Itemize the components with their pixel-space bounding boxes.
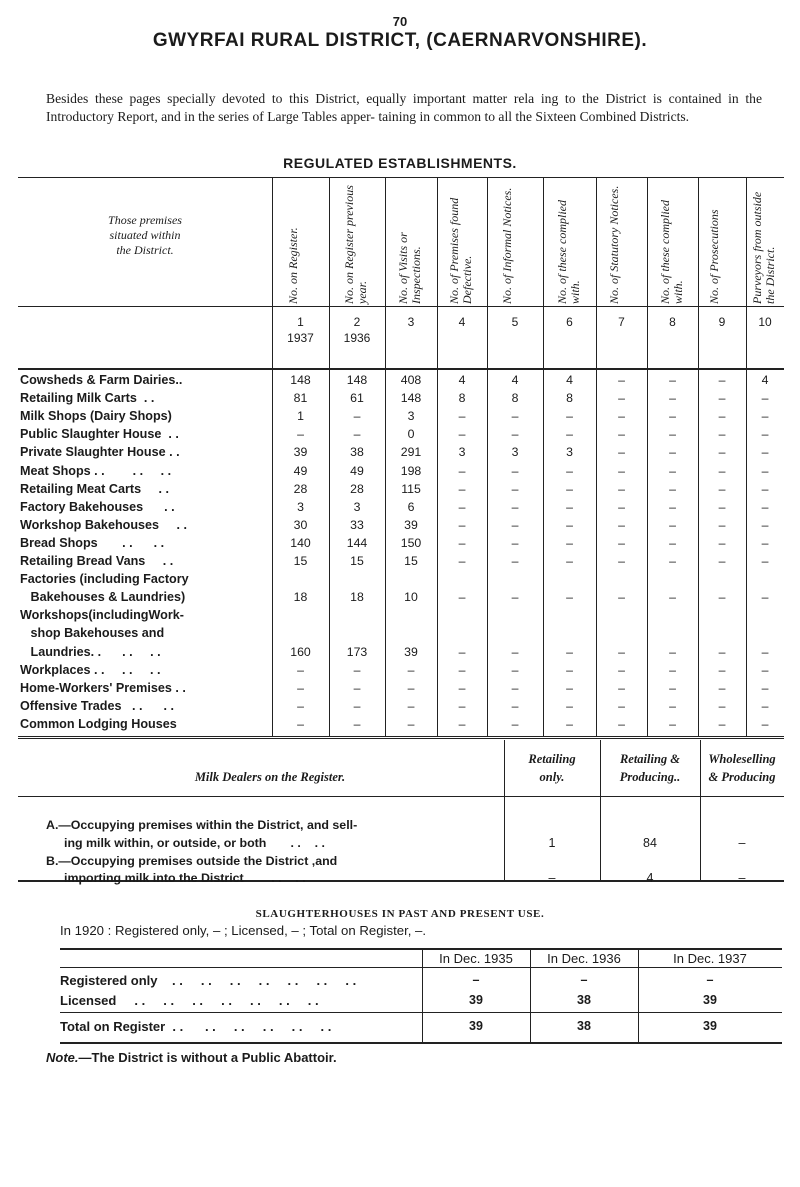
table-cell: – [718, 698, 726, 713]
table-cell: – [618, 554, 625, 568]
milk-row-label: B.—Occupying premises outside the District ,and [46, 854, 338, 868]
milk-column-heading: Producing.. [619, 770, 681, 784]
table-cell: 39 [404, 644, 418, 659]
column-heading: No. of Informal Notices. [500, 187, 514, 304]
table-cell: – [566, 662, 573, 677]
table-cell: – [669, 535, 676, 550]
slaughter-column-heading: In Dec. 1936 [547, 951, 621, 966]
column-divider [543, 370, 544, 736]
table-row-label: Retailing Bread Vans . . [20, 554, 174, 568]
table-row-label: Common Lodging Houses [20, 716, 177, 731]
row-header-line-2: situated within [109, 228, 181, 242]
slaughter-column-heading: In Dec. 1935 [439, 951, 513, 966]
column-divider [385, 370, 386, 736]
table-cell: – [458, 590, 466, 605]
table-cell: – [618, 463, 625, 478]
milk-cell: 84 [643, 836, 657, 850]
column-number: 3 [407, 315, 415, 329]
table-row-label: Private Slaughter House . . [20, 445, 180, 460]
table-cell: – [618, 427, 625, 442]
column-heading: No. of Premises found Defective. [447, 197, 474, 304]
column-number: 7 [618, 315, 625, 329]
table-cell: – [669, 463, 676, 478]
column-divider [437, 177, 438, 368]
table-row-label: Milk Shops (Dairy Shops) [20, 409, 172, 424]
slaughter-cell: 38 [577, 993, 591, 1007]
table-cell: – [566, 554, 573, 568]
table-cell: – [618, 373, 625, 387]
table-cell: – [761, 698, 769, 713]
table-cell: – [407, 662, 415, 677]
milk-column-heading: Wholeselling [708, 752, 776, 766]
column-heading: No. of these complied with. [554, 200, 582, 304]
table-cell: – [566, 698, 573, 713]
row-header-line-1: Those premises [108, 213, 182, 227]
table-cell: – [761, 391, 769, 406]
table-cell: – [718, 535, 726, 550]
table-cell: – [566, 644, 573, 659]
table-cell: – [407, 698, 415, 713]
table-cell: – [761, 463, 769, 478]
milk-cell: – [738, 871, 746, 885]
table-cell: – [761, 445, 769, 460]
milk-cell: 1 [548, 836, 556, 850]
column-number: 6 [566, 315, 573, 329]
note-text: —The District is without a Public Abattoir. [78, 1050, 337, 1065]
column-divider [647, 177, 648, 368]
table-cell: – [718, 409, 726, 424]
column-divider [596, 177, 597, 368]
table-cell: – [458, 554, 466, 568]
table-cell: 6 [407, 499, 415, 514]
table-cell: – [669, 499, 676, 514]
slaughter-column-heading: In Dec. 1937 [673, 951, 747, 966]
column-year: 1937 [287, 331, 314, 345]
table-cell: – [566, 535, 573, 550]
table-cell: 408 [400, 373, 422, 387]
column-divider [647, 370, 648, 736]
table-cell: – [566, 481, 573, 496]
table-cell: – [718, 427, 726, 442]
table-cell: – [297, 662, 304, 677]
table-row-label: Meat Shops . . . . . . [20, 463, 172, 478]
table-cell: 39 [404, 517, 418, 532]
table-cell: – [718, 463, 726, 478]
table-cell: – [407, 716, 415, 731]
table-row-label: shop Bakehouses and [20, 626, 165, 641]
table-cell: – [718, 680, 726, 695]
table-cell: – [566, 716, 573, 731]
column-heading: No. on Register. [285, 227, 300, 304]
table-cell: – [761, 680, 769, 695]
table-cell: – [718, 373, 726, 387]
table-cell: – [566, 463, 573, 478]
table-cell: – [669, 680, 676, 695]
table-cell: 115 [401, 481, 421, 496]
column-heading: No. of Visits or Inspections. [396, 232, 423, 304]
table-cell: – [297, 716, 304, 731]
table-cell: – [669, 517, 676, 532]
table-cell: – [566, 517, 573, 532]
table-cell: – [511, 680, 519, 695]
table-row-label: Workshops(includingWork- [20, 608, 184, 623]
milk-row-label: ing milk within, or outside, or both . . . . [64, 836, 325, 850]
column-heading: No. of Statutory Notices. [606, 185, 621, 304]
table-cell: 144 [346, 535, 368, 550]
column-number: 2 [353, 315, 361, 329]
column-heading: Purveyors from outside the District. [750, 191, 777, 304]
table-cell: 148 [346, 373, 368, 387]
table-cell: – [511, 662, 519, 677]
table-cell: – [761, 499, 769, 514]
table-cell: 8 [458, 391, 466, 406]
table-cell: – [669, 409, 676, 424]
column-divider [487, 370, 488, 736]
table-row-label: Cowsheds & Farm Dairies.. [20, 373, 183, 387]
milk-column-heading: only. [539, 770, 565, 784]
table-row-label: Bread Shops . . . . [20, 535, 165, 550]
column-divider [385, 177, 386, 368]
table-cell: – [761, 535, 769, 550]
table-cell: – [618, 590, 625, 605]
table-cell: – [761, 590, 769, 605]
table-row-label: Offensive Trades . . . . [20, 698, 174, 713]
table-cell: – [669, 427, 676, 442]
milk-dealers-heading: Milk Dealers on the Register. [194, 770, 346, 784]
table-cell: – [761, 481, 769, 496]
table-row-label: Retailing Meat Carts . . [20, 481, 170, 496]
table-cell: – [718, 445, 726, 460]
table-row-label: Home-Workers' Premises . . [20, 680, 186, 695]
table-cell: – [669, 445, 676, 460]
table-cell: – [458, 499, 466, 514]
table-cell: 3 [458, 445, 466, 460]
table-cell: – [761, 427, 769, 442]
milk-column-heading: Retailing & [619, 752, 681, 766]
table-cell: 3 [297, 499, 304, 514]
table-cell: – [618, 662, 625, 677]
milk-cell: – [548, 871, 556, 885]
column-heading: No. of these complied with. [657, 200, 685, 304]
slaughterhouses-title: SLAUGHTERHOUSES IN PAST AND PRESENT USE. [255, 908, 545, 920]
table-cell: – [511, 554, 519, 568]
table-cell: 4 [458, 373, 466, 387]
slaughter-total-cell: 38 [577, 1019, 591, 1033]
table-cell: – [618, 517, 625, 532]
slaughter-total-label: Total on Register . . . . . . . . . . . . [60, 1019, 332, 1034]
column-divider [487, 177, 488, 368]
table-cell: – [618, 409, 625, 424]
table-cell: – [669, 590, 676, 605]
table-cell: 3 [511, 445, 519, 460]
table-cell: – [458, 644, 466, 659]
table-cell: – [458, 535, 466, 550]
table-cell: 3 [407, 409, 415, 424]
table-cell: 15 [293, 554, 308, 568]
table-cell: – [669, 644, 676, 659]
milk-cell: – [738, 836, 746, 850]
table-row-label: Laundries. . . . . . [20, 644, 161, 659]
table-cell: – [718, 662, 726, 677]
table-cell: – [618, 481, 625, 496]
table-cell: 291 [400, 445, 422, 460]
table-cell: 38 [350, 445, 364, 460]
page-title: GWYRFAI RURAL DISTRICT, (CAERNARVONSHIRE). [152, 30, 648, 51]
table-cell: – [458, 409, 466, 424]
table-cell: 28 [293, 481, 308, 496]
column-divider [746, 177, 747, 368]
column-number: 8 [669, 315, 676, 329]
table-cell: 1 [297, 409, 304, 424]
table-cell: 150 [400, 535, 422, 550]
milk-column-heading: & Producing [708, 770, 776, 784]
table-cell: 28 [350, 481, 364, 496]
column-number: 5 [511, 315, 519, 329]
table-cell: 15 [404, 554, 418, 568]
table-cell: – [353, 662, 361, 677]
column-number: 1 [297, 315, 304, 329]
table-cell: – [353, 427, 361, 442]
table-cell: 160 [290, 644, 311, 659]
table-row-label: Retailing Milk Carts . . [20, 391, 155, 406]
slaughter-cell: – [472, 973, 480, 987]
column-number: 9 [718, 315, 726, 329]
table-cell: – [761, 517, 769, 532]
table-row-label: Public Slaughter House . . [20, 427, 179, 442]
table-row-label: Workshop Bakehouses . . [20, 517, 188, 532]
table-cell: 61 [350, 391, 364, 406]
table-cell: – [566, 409, 573, 424]
table-cell: – [718, 554, 726, 568]
table-cell: – [669, 554, 676, 568]
table-cell: – [511, 517, 519, 532]
column-divider [329, 177, 330, 368]
table-cell: – [761, 409, 769, 424]
table-cell: – [353, 409, 361, 424]
table-cell: – [511, 535, 519, 550]
column-heading: No. on Register previous year. [342, 185, 369, 304]
table-cell: 140 [290, 535, 311, 550]
table-cell: 49 [350, 463, 364, 478]
table-cell: – [618, 445, 625, 460]
column-divider [272, 370, 273, 736]
table-cell: – [458, 698, 466, 713]
table-cell: – [618, 644, 625, 659]
table-cell: – [618, 680, 625, 695]
table-cell: – [353, 716, 361, 731]
table-cell: – [511, 427, 519, 442]
table-cell: 18 [293, 590, 308, 605]
table-cell: – [566, 427, 573, 442]
milk-row-label: A.—Occupying premises within the District, and sell- [46, 818, 358, 832]
table-cell: – [761, 716, 769, 731]
table-cell: – [718, 499, 726, 514]
slaughter-total-cell: 39 [703, 1019, 717, 1033]
slaughter-cell: – [580, 973, 588, 987]
table-cell: – [297, 427, 304, 442]
table-cell: – [458, 517, 466, 532]
table-cell: – [297, 680, 304, 695]
table-cell: 148 [400, 391, 422, 406]
page-number: 70 [392, 14, 408, 29]
slaughter-cell: 39 [469, 993, 483, 1007]
table-cell: – [458, 662, 466, 677]
table-cell: – [669, 698, 676, 713]
table-cell: 4 [761, 373, 769, 387]
table-cell: 173 [346, 644, 368, 659]
table-cell: – [458, 427, 466, 442]
table-cell: – [669, 373, 676, 387]
column-divider [329, 370, 330, 736]
column-number: 4 [458, 315, 466, 329]
table-cell: 10 [404, 590, 418, 605]
table-cell: – [511, 698, 519, 713]
column-divider [698, 370, 699, 736]
table-cell: 3 [566, 445, 573, 460]
table-cell: – [511, 481, 519, 496]
table-cell: – [458, 716, 466, 731]
table-row-label: Factories (including Factory [20, 572, 189, 587]
table-cell: 30 [293, 517, 308, 532]
note-prefix: Note. [46, 1050, 79, 1065]
table-cell: – [669, 716, 676, 731]
row-header-line-3: the District. [116, 243, 174, 257]
table-cell: – [458, 463, 466, 478]
column-heading: No. of Prosecutions [707, 209, 721, 304]
table-cell: – [566, 499, 573, 514]
table-cell: 4 [511, 373, 519, 387]
milk-row-label: importing milk into the District . . . . [64, 871, 306, 885]
table-cell: 33 [350, 517, 364, 532]
table-cell: 198 [400, 463, 422, 478]
table-cell: – [566, 590, 573, 605]
table-cell: – [618, 698, 625, 713]
table-cell: – [566, 680, 573, 695]
slaughter-cell: 39 [703, 993, 717, 1007]
table-cell: – [761, 554, 769, 568]
table-cell: – [718, 590, 726, 605]
column-divider [596, 370, 597, 736]
milk-cell: 4 [646, 871, 654, 885]
table-cell: – [297, 698, 304, 713]
column-divider [698, 177, 699, 368]
table-cell: – [407, 680, 415, 695]
table-cell: – [718, 517, 726, 532]
table-cell: 8 [566, 391, 573, 406]
table-cell: – [718, 481, 726, 496]
table-cell: 148 [290, 373, 311, 387]
intro-paragraph: Besides these pages specially devoted to this District, equally important matter rela ing to the District is contained in the Introductory Report, and in the series of Large Tables apper- taining in common to all the Sixteen Combined Districts. [46, 91, 762, 124]
table-cell: – [511, 409, 519, 424]
column-number: 10 [758, 315, 772, 329]
table-cell: – [669, 481, 676, 496]
table-cell: – [618, 499, 625, 514]
table-cell: – [669, 391, 676, 406]
table-cell: 0 [407, 427, 415, 442]
table-cell: 15 [350, 554, 364, 568]
table-cell: – [618, 716, 625, 731]
table-cell: 49 [293, 463, 308, 478]
table-cell: – [618, 391, 625, 406]
slaughter-row-label: Licensed . . . . . . . . . . . . . . [60, 993, 319, 1008]
note [46, 1050, 337, 1065]
milk-column-heading: Retailing [528, 752, 576, 766]
table-cell: – [718, 644, 726, 659]
slaughter-cell: – [706, 973, 714, 987]
table-cell: 4 [566, 373, 573, 387]
table-cell: – [353, 698, 361, 713]
table-cell: 81 [293, 391, 308, 406]
table-row-label: Bakehouses & Laundries) [20, 590, 186, 605]
column-divider [272, 177, 273, 368]
slaughter-total-cell: 39 [469, 1019, 483, 1033]
table-cell: – [458, 481, 466, 496]
table-cell: – [353, 680, 361, 695]
table-cell: – [718, 391, 726, 406]
table-cell: – [511, 716, 519, 731]
table-cell: – [511, 499, 519, 514]
table-cell: – [511, 590, 519, 605]
table-cell: – [511, 644, 519, 659]
table-cell: – [511, 463, 519, 478]
table-cell: – [761, 644, 769, 659]
table-cell: 8 [511, 391, 519, 406]
regulated-establishments-title: REGULATED ESTABLISHMENTS. [283, 155, 517, 171]
table-row-label: Factory Bakehouses . . [20, 499, 175, 514]
column-year: 1936 [343, 331, 371, 345]
table-cell: – [618, 535, 625, 550]
table-cell: – [761, 662, 769, 677]
column-divider [437, 370, 438, 736]
table-cell: – [718, 716, 726, 731]
table-row-label: Workplaces . . . . . . [20, 662, 161, 677]
table-cell: 39 [293, 445, 308, 460]
slaughter-row-label: Registered only . . . . . . . . . . . . . . [60, 973, 357, 988]
table-cell: – [669, 662, 676, 677]
table-cell: – [458, 680, 466, 695]
table-cell: 3 [353, 499, 361, 514]
column-divider [543, 177, 544, 368]
slaughterhouses-1920-line: In 1920 : Registered only, – ; Licensed, – ; Total on Register, –. [60, 923, 427, 938]
table-cell: 18 [350, 590, 364, 605]
